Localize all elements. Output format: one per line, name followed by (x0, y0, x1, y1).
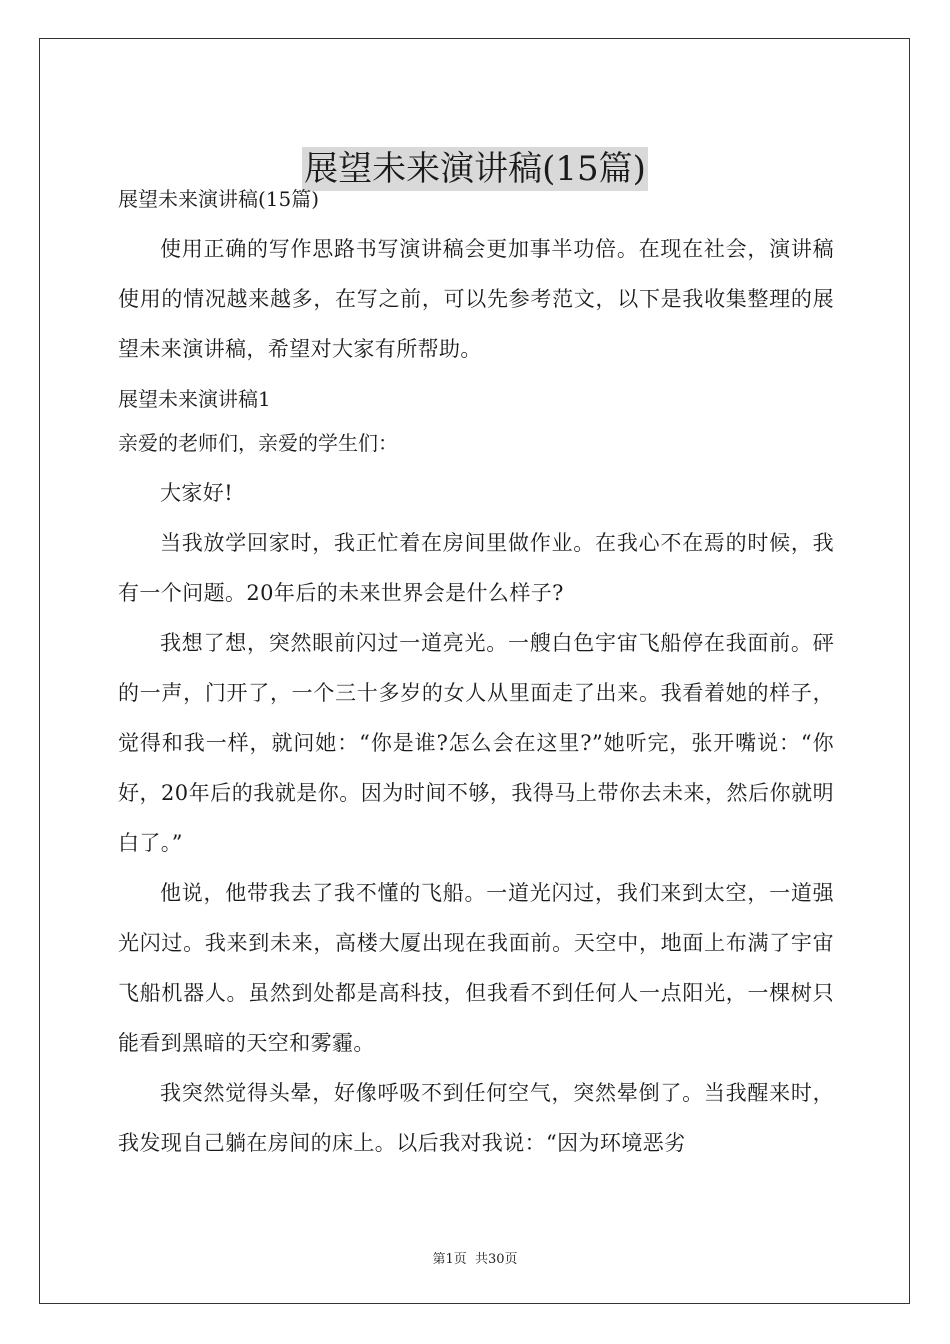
document-title: 展望未来演讲稿(15篇) (304, 148, 646, 189)
intro-paragraph: 使用正确的写作思路书写演讲稿会更加事半功倍。在现在社会，演讲稿使用的情况越来越多，在写之前，可以先参考范文，以下是我收集整理的展望未来演讲稿，希望对大家有所帮助。 (118, 237, 834, 361)
body-paragraph: 我想了想，突然眼前闪过一道亮光。一艘白色宇宙飞船停在我面前。砰的一声，门开了，一个三十多岁的女人从里面走了出来。我看着她的样子，觉得和我一样，就问她：“你是谁?怎么会在这里?”她听完，张开嘴说：“你好，20年后的我就是你。因为时间不够，我得马上带你去未来，然后你就明白了。” (118, 631, 834, 855)
page-total: 共30页 (474, 1252, 518, 1267)
body-paragraph: 我突然觉得头晕，好像呼吸不到任何空气，突然晕倒了。当我醒来时，我发现自己躺在房间的床上。以后我对我说：“因为环境恶劣 (118, 1081, 834, 1155)
section-heading: 展望未来演讲稿1 (118, 387, 271, 411)
document-subtitle: 展望未来演讲稿(15篇) (118, 187, 320, 211)
page-footer (0, 1248, 950, 1267)
greeting: 大家好! (160, 481, 234, 505)
body-paragraph: 当我放学回家时，我正忙着在房间里做作业。在我心不在焉的时候，我有一个问题。20年后的未来世界会是什么样子? (118, 531, 834, 605)
salutation: 亲爱的老师们，亲爱的学生们： (118, 431, 398, 455)
body-paragraph: 他说，他带我去了我不懂的飞船。一道光闪过，我们来到太空，一道强光闪过。我来到未来，高楼大厦出现在我面前。天空中，地面上布满了宇宙飞船机器人。虽然到处都是高科技，但我看不到任何人一点阳光，一棵树只能看到黑暗的天空和雾霾。 (118, 881, 834, 1055)
document-body (118, 180, 834, 1168)
page-number: 第1页 (432, 1252, 467, 1267)
